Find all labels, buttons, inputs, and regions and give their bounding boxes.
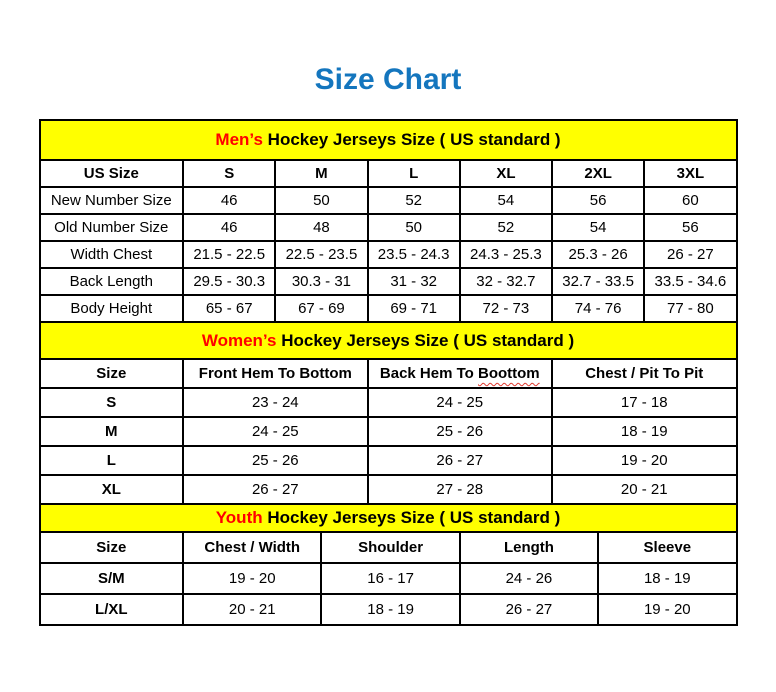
womens-row-label: XL (40, 475, 184, 504)
mens-data-cell: 67 - 69 (275, 295, 367, 322)
mens-data-cell: 54 (552, 214, 644, 241)
youth-data-cell: 16 - 17 (321, 563, 459, 594)
youth-table-row (40, 563, 737, 594)
youth-table-row (40, 594, 737, 625)
mens-row-label: Back Length (40, 268, 184, 295)
mens-data-cell: 46 (183, 187, 275, 214)
mens-data-cell: 26 - 27 (644, 241, 736, 268)
womens-table-row (40, 417, 737, 446)
mens-data-cell: 69 - 71 (368, 295, 460, 322)
youth-size-table (39, 503, 738, 626)
youth-data-cell: 26 - 27 (460, 594, 598, 625)
mens-column-header: L (368, 160, 460, 187)
mens-data-cell: 21.5 - 22.5 (183, 241, 275, 268)
mens-data-cell: 23.5 - 24.3 (368, 241, 460, 268)
mens-data-cell: 72 - 73 (460, 295, 552, 322)
youth-row-label: L/XL (40, 594, 184, 625)
youth-row-label: S/M (40, 563, 184, 594)
size-tables (39, 119, 738, 626)
mens-column-header: US Size (40, 160, 184, 187)
mens-column-header: XL (460, 160, 552, 187)
womens-table-row (40, 388, 737, 417)
womens-row-label: S (40, 388, 184, 417)
youth-data-cell: 19 - 20 (598, 594, 736, 625)
youth-data-cell: 24 - 26 (460, 563, 598, 594)
mens-column-header: S (183, 160, 275, 187)
youth-data-cell: 19 - 20 (183, 563, 321, 594)
mens-table-row (40, 241, 737, 268)
misspelled-word: Boottom (478, 365, 540, 382)
mens-table-row (40, 214, 737, 241)
mens-data-cell: 50 (275, 187, 367, 214)
womens-data-cell: 24 - 25 (368, 388, 552, 417)
mens-data-cell: 46 (183, 214, 275, 241)
mens-data-cell: 48 (275, 214, 367, 241)
mens-table-row (40, 268, 737, 295)
mens-column-header: 2XL (552, 160, 644, 187)
womens-data-cell: 23 - 24 (183, 388, 367, 417)
womens-column-header: Chest / Pit To Pit (552, 359, 736, 388)
mens-row-label: Body Height (40, 295, 184, 322)
womens-section-header: Women’s Hockey Jerseys Size ( US standard ) (40, 322, 737, 359)
mens-data-cell: 56 (552, 187, 644, 214)
page-title: Size Chart (314, 63, 462, 96)
womens-data-cell: 18 - 19 (552, 417, 736, 446)
youth-data-cell: 20 - 21 (183, 594, 321, 625)
womens-section-accent: Women’s (201, 330, 277, 350)
youth-data-cell: 18 - 19 (321, 594, 459, 625)
mens-size-table (39, 119, 738, 323)
mens-data-cell: 32 - 32.7 (460, 268, 552, 295)
mens-data-cell: 52 (460, 214, 552, 241)
mens-column-header: M (275, 160, 367, 187)
mens-row-label: Width Chest (40, 241, 184, 268)
womens-data-cell: 19 - 20 (552, 446, 736, 475)
womens-data-cell: 25 - 26 (368, 417, 552, 446)
womens-data-cell: 25 - 26 (183, 446, 367, 475)
mens-data-cell: 30.3 - 31 (275, 268, 367, 295)
youth-column-header: Chest / Width (183, 532, 321, 563)
mens-data-cell: 50 (368, 214, 460, 241)
youth-section-header: Youth Hockey Jerseys Size ( US standard ) (40, 504, 737, 532)
mens-data-cell: 22.5 - 23.5 (275, 241, 367, 268)
womens-data-cell: 26 - 27 (368, 446, 552, 475)
mens-data-cell: 29.5 - 30.3 (183, 268, 275, 295)
mens-section-header: Men’s Hockey Jerseys Size ( US standard ) (40, 120, 737, 160)
mens-data-cell: 31 - 32 (368, 268, 460, 295)
mens-table-row (40, 187, 737, 214)
youth-column-header: Length (460, 532, 598, 563)
mens-data-cell: 60 (644, 187, 736, 214)
mens-row-label: New Number Size (40, 187, 184, 214)
mens-data-cell: 54 (460, 187, 552, 214)
womens-column-header: Front Hem To Bottom (183, 359, 367, 388)
womens-column-header: Back Hem To Boottom (368, 359, 552, 388)
mens-row-label: Old Number Size (40, 214, 184, 241)
mens-data-cell: 77 - 80 (644, 295, 736, 322)
womens-row-label: L (40, 446, 184, 475)
mens-data-cell: 25.3 - 26 (552, 241, 644, 268)
mens-data-cell: 32.7 - 33.5 (552, 268, 644, 295)
mens-data-cell: 65 - 67 (183, 295, 275, 322)
youth-column-header: Size (40, 532, 184, 563)
mens-data-cell: 56 (644, 214, 736, 241)
youth-column-header: Sleeve (598, 532, 736, 563)
womens-row-label: M (40, 417, 184, 446)
mens-data-cell: 52 (368, 187, 460, 214)
mens-section-accent: Men’s (215, 130, 263, 149)
womens-table-row (40, 446, 737, 475)
mens-table-row (40, 295, 737, 322)
womens-data-cell: 24 - 25 (183, 417, 367, 446)
womens-data-cell: 26 - 27 (183, 475, 367, 504)
womens-data-cell: 17 - 18 (552, 388, 736, 417)
youth-data-cell: 18 - 19 (598, 563, 736, 594)
womens-size-table (39, 321, 738, 505)
youth-column-header: Shoulder (321, 532, 459, 563)
mens-data-cell: 33.5 - 34.6 (644, 268, 736, 295)
mens-column-header: 3XL (644, 160, 736, 187)
womens-table-row (40, 475, 737, 504)
mens-data-cell: 74 - 76 (552, 295, 644, 322)
mens-data-cell: 24.3 - 25.3 (460, 241, 552, 268)
womens-data-cell: 20 - 21 (552, 475, 736, 504)
womens-data-cell: 27 - 28 (368, 475, 552, 504)
youth-section-accent: Youth (215, 508, 263, 527)
womens-column-header: Size (40, 359, 184, 388)
